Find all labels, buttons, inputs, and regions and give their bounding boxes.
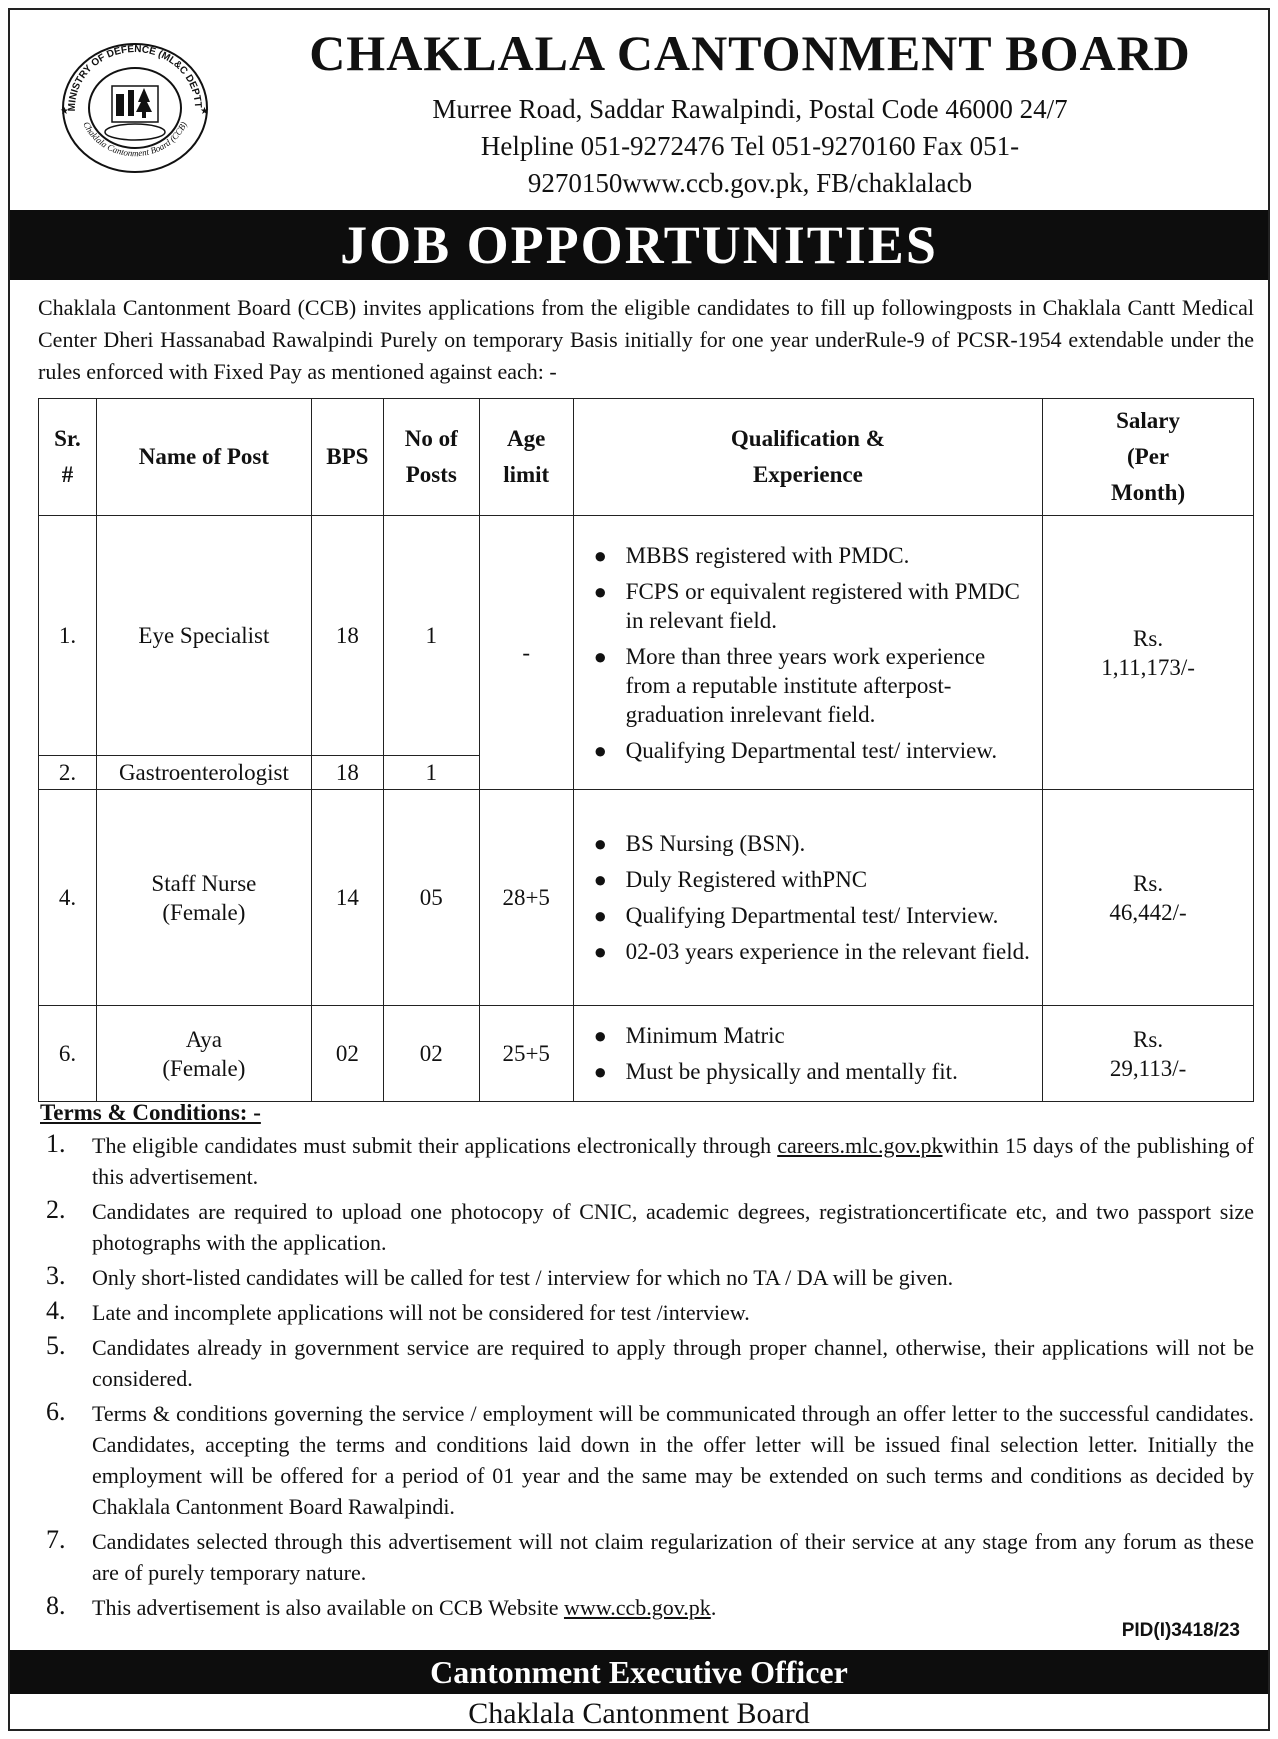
- cell-post: Staff Nurse (Female): [96, 790, 311, 1006]
- list-item: ● Qualifying Departmental test/ interview.: [593, 737, 998, 763]
- header-bps: BPS: [311, 399, 383, 516]
- cell-post: Aya (Female): [96, 1006, 311, 1102]
- pid-code: PID(I)3418/23: [1121, 1620, 1240, 1641]
- list-item: 8. This advertisement is also available on CCB Website www.ccb.gov.pk.: [46, 1591, 717, 1620]
- address-line-2: Helpline 051-9272476 Tel 051-9270160 Fax 051-: [480, 131, 1020, 161]
- cell-age: 25+5: [479, 1006, 573, 1102]
- ccb-logo: [50, 36, 220, 176]
- list-item: ● Minimum Matric: [593, 1023, 785, 1048]
- cell-bps: 18: [311, 756, 383, 790]
- address-line-3: 9270150www.ccb.gov.pk, FB/chaklalacb: [527, 168, 973, 198]
- list-item: ● Qualifying Departmental test/ Interview.: [593, 903, 999, 928]
- svg-text:Chaklala Cantonment Board (CCB: Chaklala Cantonment Board (CCB): [81, 120, 189, 159]
- bullet-icon: ●: [593, 643, 607, 669]
- cell-qualification: [573, 1006, 1042, 1102]
- intro-paragraph: Chaklala Cantonment Board (CCB) invites applications from the eligible candidates to fill up followingposts in Chaklala Cantt Medical Center Dheri Hassanabad Rawalpindi Purely on temporary Basis initially for one year underRule-9 of PCSR-1954 extendable under the rules enforced with Fixed Pay as mentioned against each: -: [38, 295, 1254, 384]
- table-header-row: [39, 399, 1254, 516]
- cell-age: 28+5: [479, 790, 573, 1006]
- cell-salary: Rs. 46,442/-: [1043, 790, 1254, 1006]
- cell-age: -: [479, 516, 573, 790]
- table-row: [39, 1006, 1254, 1102]
- footer-title: Cantonment Executive Officer: [10, 1650, 1268, 1694]
- bullet-icon: ●: [593, 903, 607, 928]
- qualification-list: [578, 1008, 1038, 1099]
- job-opportunities-banner: [10, 210, 1268, 280]
- cell-posts: 1: [383, 756, 479, 790]
- list-item: ● BS Nursing (BSN).: [593, 831, 806, 856]
- table-row: [39, 790, 1254, 1006]
- list-item: 2. Candidates are required to upload one photocopy of CNIC, academic degrees, registrationcertificate etc, and two passport size photographs with the application.: [46, 1195, 1254, 1255]
- cell-bps: 02: [311, 1006, 383, 1102]
- svg-text:MINISTRY OF DEFENCE (ML&C DEPT: MINISTRY OF DEFENCE (ML&C DEPTT: [66, 43, 204, 112]
- footer: [10, 1650, 1268, 1733]
- cell-post: Eye Specialist: [96, 516, 311, 756]
- website-link[interactable]: www.ccb.gov.pk: [563, 1595, 711, 1620]
- list-item: ● MBBS registered with PMDC.: [593, 542, 910, 568]
- list-item: ● More than three years work experience from a reputable institute afterpost-graduation inrelevant field.: [593, 643, 986, 727]
- header-post: Name of Post: [96, 399, 311, 516]
- svg-text:★: ★: [60, 106, 69, 117]
- list-item: ● FCPS or equivalent registered with PMDC in relevant field.: [593, 578, 1020, 633]
- bullet-icon: ●: [593, 1023, 607, 1048]
- organization-name: CHAKLALA CANTONMENT BOARD: [309, 25, 1191, 81]
- list-item: 3. Only short-listed candidates will be called for test / interview for which no TA / DA will be given.: [46, 1261, 954, 1290]
- svg-text:★: ★: [200, 106, 209, 117]
- ccb-seal-icon: [50, 36, 220, 176]
- careers-link[interactable]: careers.mlc.gov.pk: [777, 1133, 943, 1158]
- list-item: ● Must be physically and mentally fit.: [593, 1059, 958, 1084]
- cell-sr: 6.: [39, 1006, 97, 1102]
- cell-post: Gastroenterologist: [96, 756, 311, 790]
- list-item: ● Duly Registered withPNC: [593, 867, 868, 892]
- list-item: 4. Late and incomplete applications will not be considered for test /interview.: [46, 1296, 750, 1325]
- cell-bps: 14: [311, 790, 383, 1006]
- table-row: [39, 516, 1254, 756]
- bullet-icon: ●: [593, 1059, 607, 1084]
- header-salary: Salary (Per Month): [1043, 399, 1254, 516]
- jobs-table: [38, 398, 1254, 1102]
- cell-posts: 1: [383, 516, 479, 756]
- list-item: 6. Terms & conditions governing the service / employment will be communicated through an offer letter to the successful candidates. Candidates, accepting the terms and conditions laid down in the offer letter will be issued final selection letter. Initially the employment will be offered for a period of 01 year and the same may be extended on such terms and conditions as decided by Chaklala Cantonment Board Rawalpindi.: [46, 1397, 1254, 1519]
- header-posts: No of Posts: [383, 399, 479, 516]
- list-item: 1. The eligible candidates must submit their applications electronically through careers.mlc.gov.pkwithin 15 days of the publishing of this advertisement.: [46, 1129, 1255, 1189]
- address-line-1: Murree Road, Saddar Rawalpindi, Postal Code 46000 24/7: [432, 94, 1068, 124]
- bullet-icon: ●: [593, 542, 607, 568]
- bullet-icon: ●: [593, 867, 607, 892]
- cell-qualification: [573, 790, 1042, 1006]
- header-age: Age limit: [479, 399, 573, 516]
- footer-subtitle: Chaklala Cantonment Board: [468, 1697, 810, 1730]
- cell-bps: 18: [311, 516, 383, 756]
- bullet-icon: ●: [593, 831, 607, 856]
- qualification-list: [578, 816, 1038, 979]
- cell-sr: 2.: [39, 756, 97, 790]
- cell-sr: 4.: [39, 790, 97, 1006]
- header-qualification: Qualification & Experience: [573, 399, 1042, 516]
- cell-posts: 05: [383, 790, 479, 1006]
- list-item: 5. Candidates already in government service are required to apply through proper channel, otherwise, their applications will not be considered.: [46, 1331, 1254, 1391]
- terms-list: [38, 1130, 1254, 1627]
- cell-sr: 1.: [39, 516, 97, 756]
- advertisement-page: [8, 8, 1270, 1731]
- list-item: ● 02-03 years experience in the relevant field.: [593, 939, 1030, 964]
- cell-qualification: [573, 516, 1042, 790]
- qualification-list: [578, 528, 1038, 778]
- list-item: 7. Candidates selected through this advertisement will not claim regularization of their service at any stage from any forum as these are of purely temporary nature.: [46, 1525, 1254, 1585]
- bullet-icon: ●: [593, 578, 607, 604]
- header: [10, 10, 1268, 206]
- terms-title: Terms & Conditions: -: [40, 1100, 261, 1125]
- cell-salary: Rs. 1,11,173/-: [1043, 516, 1254, 790]
- cell-posts: 02: [383, 1006, 479, 1102]
- header-sr: Sr. #: [39, 399, 97, 516]
- banner-title: JOB OPPORTUNITIES: [340, 215, 938, 275]
- bullet-icon: ●: [593, 737, 607, 763]
- bullet-icon: ●: [593, 939, 607, 964]
- cell-salary: Rs. 29,113/-: [1043, 1006, 1254, 1102]
